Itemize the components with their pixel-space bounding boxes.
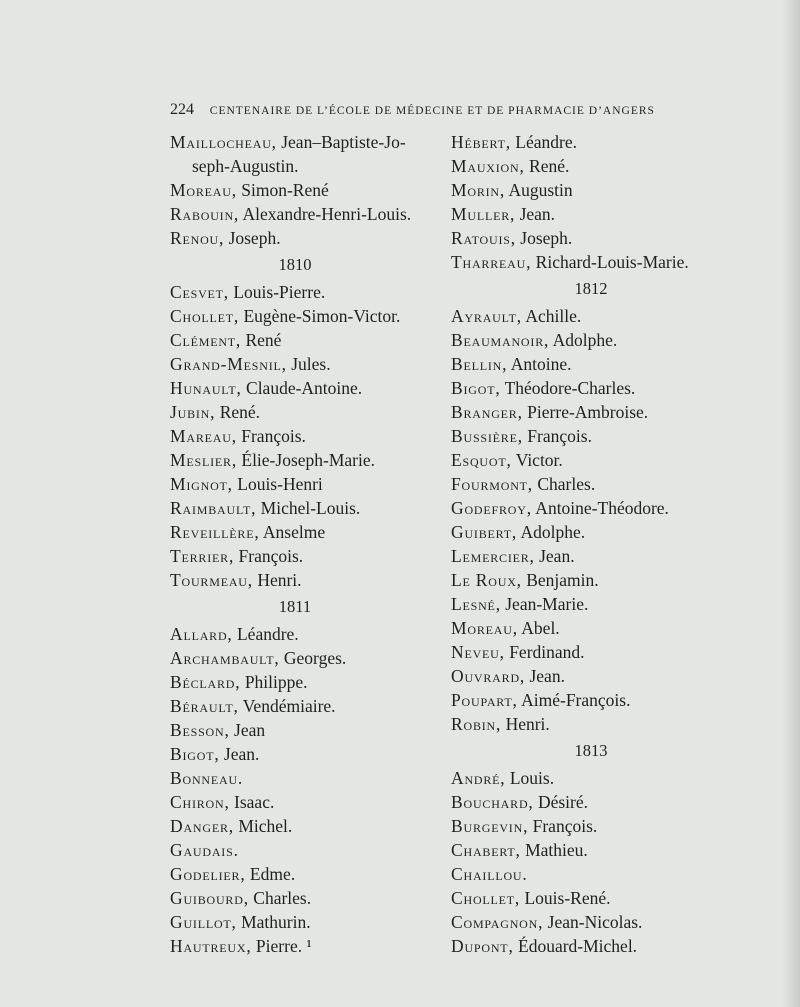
student-entry [451,352,731,376]
entry-surname: Bonneau. [170,768,244,788]
entry-given-names: Adolphe. [517,522,586,542]
entry-surname: Branger, [451,402,523,422]
entry-given-names: Jean. [525,666,565,686]
year-heading: 1812 [574,279,608,298]
student-entry [451,544,731,568]
student-entry [451,664,731,688]
entry-given-names: Henri. [252,570,302,590]
entry-given-names: Jules. [286,354,331,374]
entry-given-names: Léandre. [510,132,577,152]
entry-given-names: Isaac. [229,792,275,812]
entry-surname: Dupont, [451,936,514,956]
student-entry [170,766,420,790]
entry-surname: André, [451,768,506,788]
entry-given-names: Charles. [532,474,596,494]
student-entry [170,472,420,496]
entry-surname: Clément, [170,330,242,350]
entry-given-names: Philippe. [240,672,308,692]
student-entry [170,814,420,838]
student-entry [451,766,731,790]
entry-surname: Ratouis, [451,228,516,248]
entry-given-names: Jean [229,720,266,740]
student-entry [451,640,731,664]
student-entry [170,130,420,154]
student-entry [170,790,420,814]
year-heading: 1813 [574,741,608,760]
student-entry [451,376,731,400]
student-entry [170,424,420,448]
entry-surname: Bigot, [451,378,501,398]
student-entry [170,376,420,400]
entry-given-names: Louis-Pierre. [228,282,326,302]
student-entry [170,646,420,670]
student-entry [170,622,420,646]
entry-given-names: Jean–Baptiste-Jo- [276,132,406,152]
entry-surname: Bouchard, [451,792,534,812]
entry-surname: Moreau, [451,618,518,638]
entry-surname: Terrier, [170,546,235,566]
entry-surname: Compagnon, [451,912,544,932]
entry-given-names: Georges. [279,648,347,668]
entry-given-names: Joseph. [515,228,573,248]
student-entry [170,226,420,250]
entry-given-names: Aimé-François. [517,690,631,710]
entry-given-names: Claude-Antoine. [241,378,363,398]
student-entry [170,304,420,328]
entry-given-names: Louis. [505,768,555,788]
entry-given-names: Michel-Louis. [256,498,361,518]
entry-given-names: Eugène-Simon-Victor. [239,306,401,326]
entry-surname: Guibourd, [170,888,249,908]
entry-given-names: René. [215,402,261,422]
entry-surname: Le Roux, [451,570,522,590]
student-entry [170,280,420,304]
entry-surname: Guibert, [451,522,518,542]
student-entry [451,448,731,472]
student-entry [170,544,420,568]
entry-given-names: Henri. [501,714,550,734]
entry-surname: Lemercier, [451,546,535,566]
entry-given-names: Élie-Joseph-Marie. [237,450,376,470]
entry-given-names: Victor. [511,450,563,470]
entry-surname: Fourmont, [451,474,533,494]
entry-given-names: Théodore-Charles. [500,378,636,398]
student-entry [451,886,731,910]
student-entry [170,694,420,718]
entry-surname: Reveillère, [170,522,260,542]
entry-surname: Esquot, [451,450,512,470]
entry-surname: Renou, [170,228,225,248]
student-entry [451,304,731,328]
entry-given-names: René. [524,156,570,176]
student-entry [451,910,731,934]
entry-given-names: Alexandre-Henri-Louis. [239,204,412,224]
entry-given-names: Anselme [259,522,326,542]
entry-surname: Godelier, [170,864,246,884]
entry-surname: Mignot, [170,474,233,494]
student-entry [451,790,731,814]
entry-surname: Hébert, [451,132,511,152]
entry-given-names: Richard-Louis-Marie. [531,252,689,272]
entry-surname: Cesvet, [170,282,229,302]
entry-given-names: Augustin [505,180,573,200]
student-entry [451,328,731,352]
entry-surname: Chiron, [170,792,230,812]
student-entry [451,862,731,886]
entry-given-names: Mathurin. [236,912,311,932]
entry-given-names: Jean-Marie. [500,594,589,614]
student-entry [170,742,420,766]
entry-given-names: Pierre. ¹ [251,936,312,956]
entry-given-names: Désiré. [533,792,589,812]
entry-surname: Jubin, [170,402,216,422]
student-entry [451,424,731,448]
student-entry [451,568,731,592]
running-header [170,101,666,119]
student-entry [170,352,420,376]
entry-surname: Chollet, [170,306,240,326]
student-entry [170,568,420,592]
entry-surname: Tourmeau, [170,570,253,590]
right-column [451,130,731,958]
entry-surname: Muller, [451,204,516,224]
student-entry [451,712,731,736]
student-entry [451,226,731,250]
entry-given-names: Léandre. [232,624,299,644]
entry-given-names: Jean. [219,744,260,764]
entry-given-names: Antoine-Théodore. [531,498,669,518]
page-edge-shadow [782,0,800,1007]
student-entry [451,814,731,838]
student-entry [451,154,731,178]
student-entry [451,934,731,958]
student-entry [170,934,420,958]
student-entry [170,670,420,694]
entry-surname: Hunault, [170,378,242,398]
student-entry [170,838,420,862]
entry-given-names: François. [522,426,592,446]
running-title: CENTENAIRE DE L’ÉCOLE DE MÉDECINE ET DE PHARMACIE D’ANGERS [209,105,655,117]
entry-surname: Archambault, [170,648,280,668]
entry-surname: Hautreux, [170,936,252,956]
student-entry [451,400,731,424]
student-entry [451,178,731,202]
student-entry [170,718,420,742]
entry-given-names: Simon-René [236,180,329,200]
student-entry [170,448,420,472]
entry-surname: Allard, [170,624,233,644]
entry-surname: Godefroy, [451,498,532,518]
entry-given-names: René [241,330,282,350]
entry-surname: Mareau, [170,426,237,446]
entry-given-names: Jean-Nicolas. [543,912,643,932]
student-entry [170,862,420,886]
entry-surname: Danger, [170,816,234,836]
entry-given-names: Joseph. [224,228,281,248]
entry-surname: Chaillou. [451,864,528,884]
entry-surname: Rabouin, [170,204,240,224]
entry-given-names: Abel. [517,618,560,638]
entry-surname: Bussière, [451,426,523,446]
left-column [170,130,420,958]
entry-given-names: Antoine. [507,354,572,374]
entry-given-names: Vendémiaire. [238,696,336,716]
entry-surname: Ayrault, [451,306,522,326]
entry-surname: Neveu, [451,642,505,662]
entry-continuation: seph-Augustin. [192,156,299,176]
entry-surname: Lesné, [451,594,501,614]
entry-surname: Bérault, [170,696,239,716]
student-entry [170,496,420,520]
entry-surname: Chabert, [451,840,521,860]
entry-surname: Tharreau, [451,252,532,272]
entry-surname: Poupart, [451,690,518,710]
student-entry [451,838,731,862]
student-entry [170,202,420,226]
entry-given-names: Louis-Henri [232,474,323,494]
entry-given-names: François. [236,426,306,446]
entry-surname: Burgevin, [451,816,529,836]
entry-surname: Grand-Mesnil, [170,354,287,374]
student-entry [451,250,731,274]
page-number: 224 [170,101,194,118]
entry-given-names: Charles. [248,888,312,908]
entry-surname: Besson, [170,720,230,740]
student-entry [170,910,420,934]
entry-given-names: Louis-René. [520,888,611,908]
entry-surname: Gaudais. [170,840,239,860]
entry-surname: Ouvrard, [451,666,526,686]
entry-surname: Bigot, [170,744,220,764]
student-entry [451,202,731,226]
entry-surname: Maillocheau, [170,132,277,152]
entry-given-names: Edme. [245,864,296,884]
student-entry [451,592,731,616]
entry-given-names: François. [528,816,598,836]
entry-given-names: Jean. [515,204,556,224]
year-heading: 1810 [278,255,312,274]
student-entry [451,688,731,712]
student-entry [170,886,420,910]
entry-surname: Béclard, [170,672,241,692]
entry-surname: Moreau, [170,180,237,200]
entry-surname: Raimbault, [170,498,257,518]
student-entry [451,472,731,496]
student-entry [451,496,731,520]
entry-surname: Morin, [451,180,506,200]
entry-given-names: Michel. [233,816,293,836]
student-entry [170,520,420,544]
student-entry [170,400,420,424]
entry-given-names: Adolphe. [549,330,618,350]
entry-surname: Robin, [451,714,502,734]
student-entry [170,178,420,202]
entry-given-names: Mathieu. [520,840,588,860]
student-entry [451,616,731,640]
entry-surname: Guillot, [170,912,237,932]
entry-given-names: Jean. [534,546,575,566]
student-entry [170,328,420,352]
entry-surname: Beaumanoir, [451,330,550,350]
student-entry [451,130,731,154]
entry-surname: Bellin, [451,354,508,374]
entry-given-names: François. [234,546,304,566]
entry-surname: Chollet, [451,888,521,908]
entry-given-names: Édouard-Michel. [513,936,638,956]
entry-given-names: Ferdinand. [504,642,585,662]
year-heading: 1811 [278,597,312,616]
entry-surname: Mauxion, [451,156,525,176]
entry-given-names: Benjamin. [521,570,599,590]
entry-surname: Meslier, [170,450,237,470]
entry-given-names: Pierre-Ambroise. [522,402,649,422]
student-entry [451,520,731,544]
entry-given-names: Achille. [521,306,582,326]
